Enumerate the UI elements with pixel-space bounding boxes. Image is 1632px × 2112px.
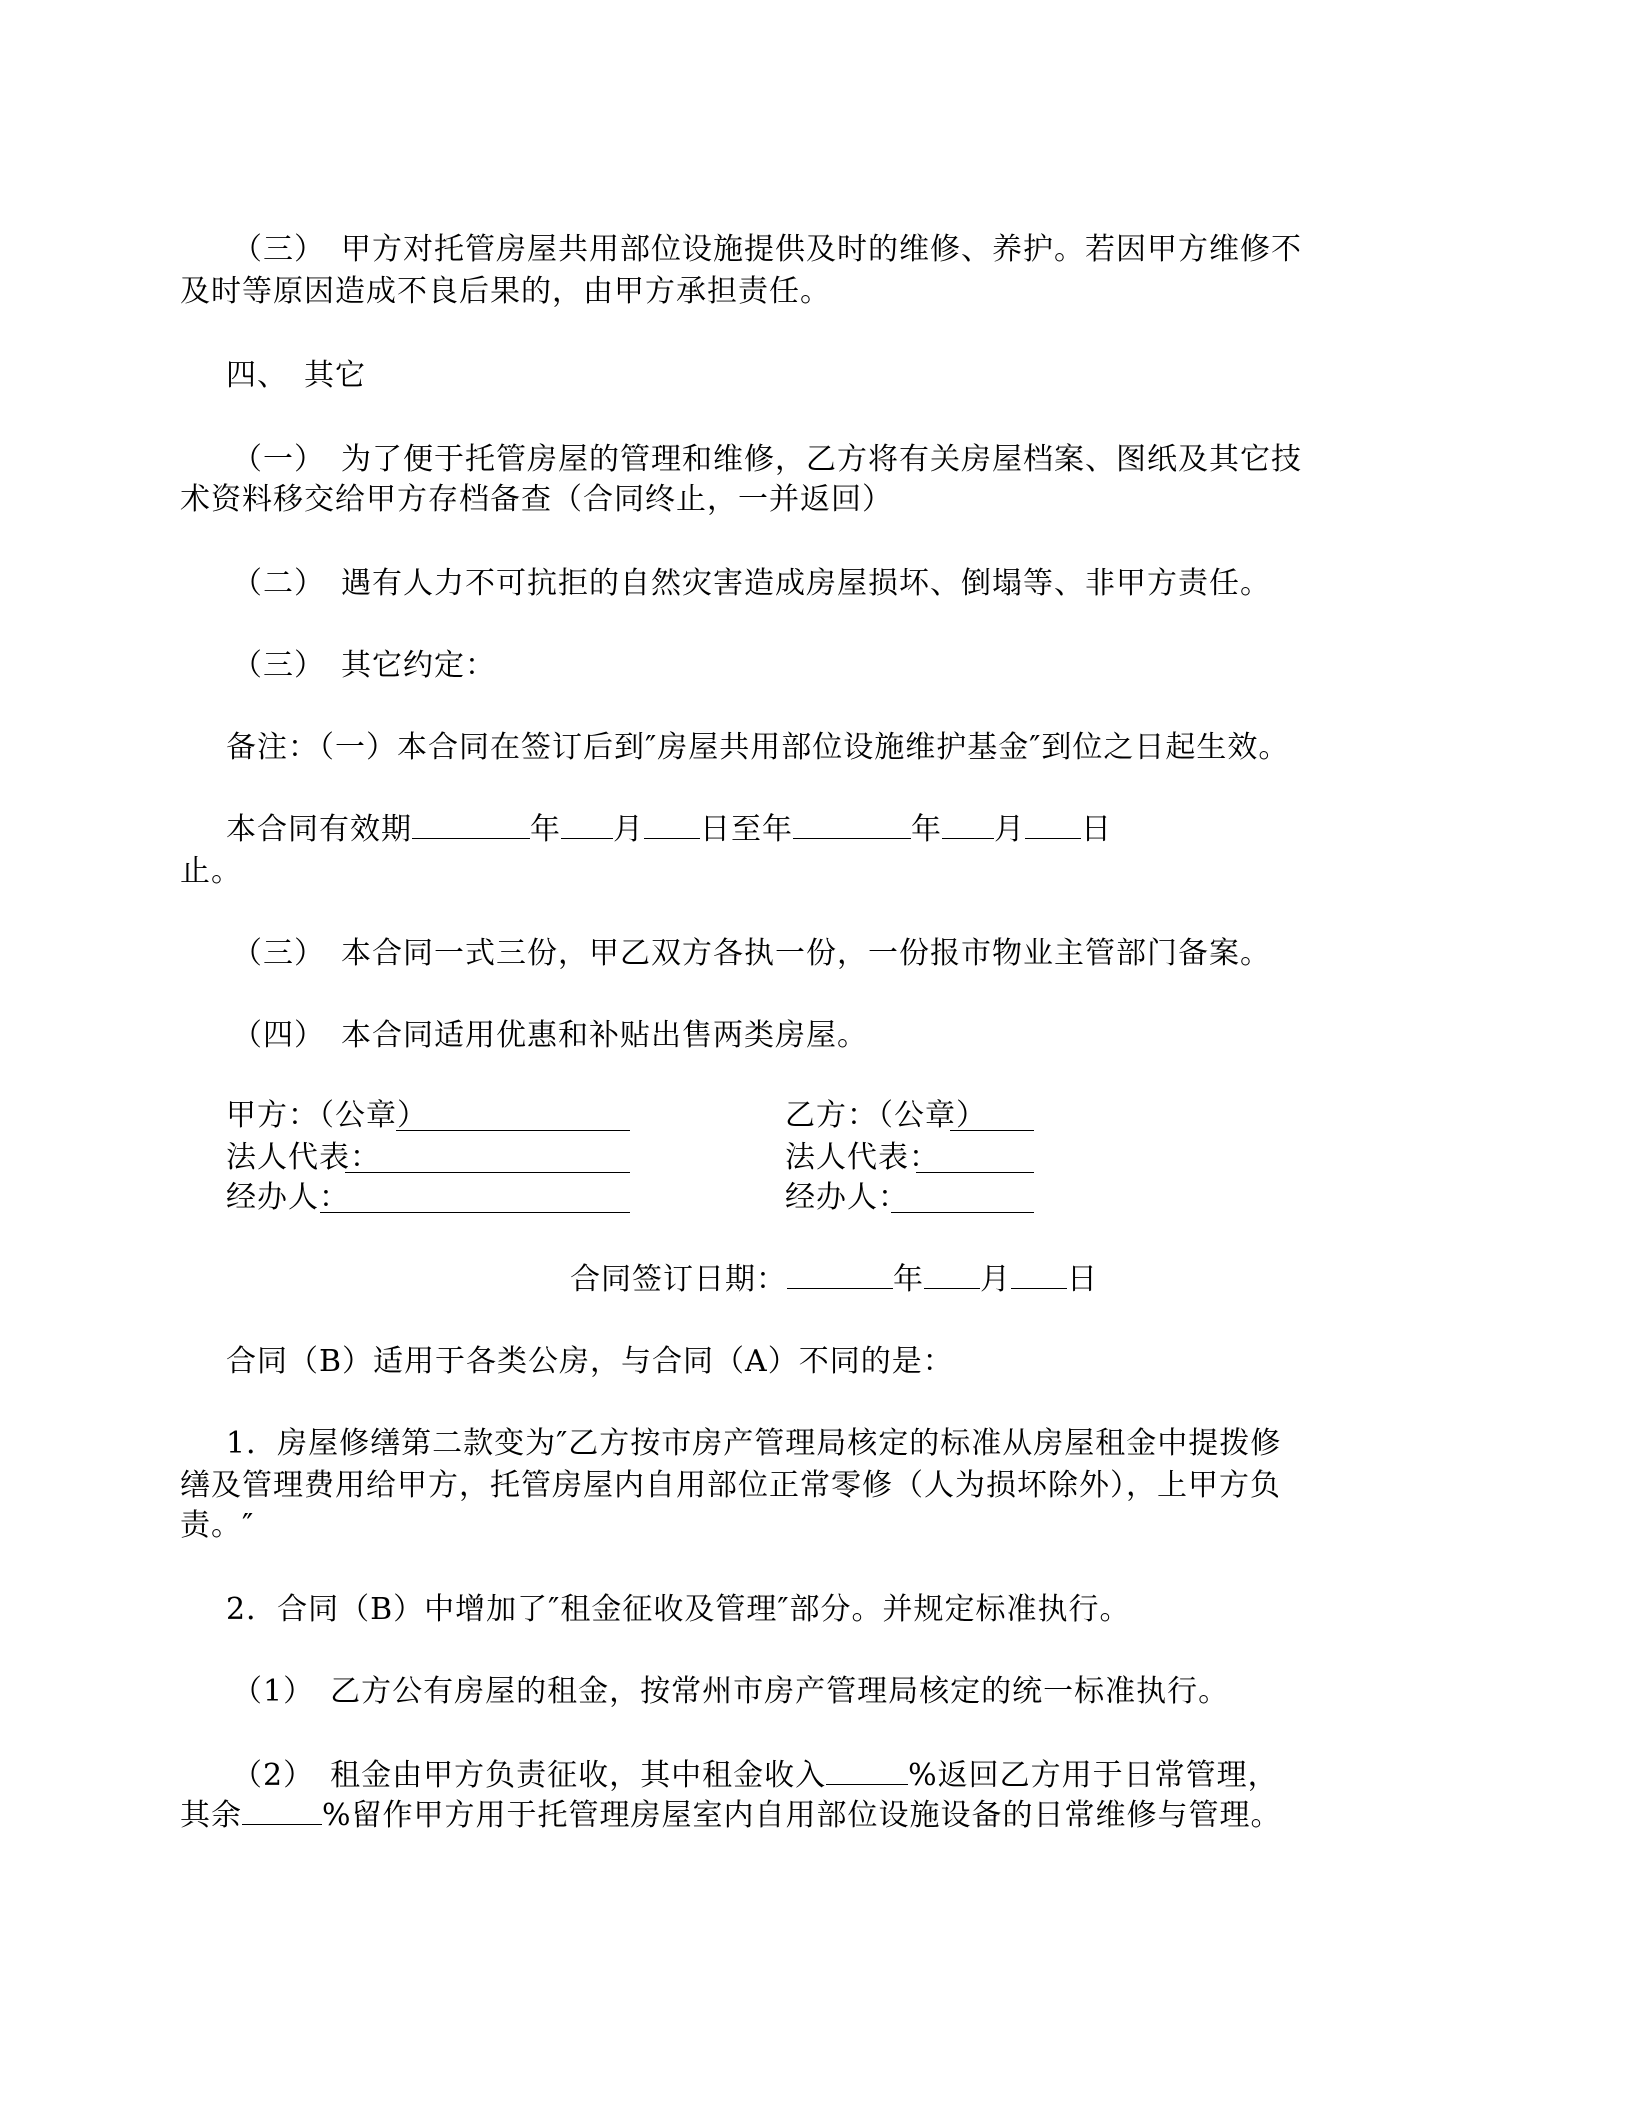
rent-retain-percent-blank[interactable] bbox=[242, 1796, 322, 1825]
sign-month-blank[interactable] bbox=[924, 1260, 980, 1289]
b1-line1: 1．房屋修缮第二款变为″乙方按市房产管理局核定的标准从房屋租金中提拨修 bbox=[226, 1426, 1282, 1461]
contract-b-intro: 合同（B）适用于各类公房，与合同（A）不同的是： bbox=[226, 1344, 954, 1379]
start-year-blank[interactable] bbox=[412, 810, 530, 839]
rent-2-line2-suffix: %留作甲方用于托管理房屋室内自用部位设施设备的日常维修与管理。 bbox=[322, 1798, 1282, 1833]
validity-year-label: 年 bbox=[530, 812, 561, 847]
sign-year-label: 年 bbox=[893, 1262, 924, 1297]
end-year-blank[interactable] bbox=[793, 810, 911, 839]
item-1-line1: （一） 为了便于托管房屋的管理和维修，乙方将有关房屋档案、图纸及其它技 bbox=[232, 442, 1302, 477]
sign-day-blank[interactable] bbox=[1011, 1260, 1067, 1289]
note-1: 备注：（一）本合同在签订后到″房屋共用部位设施维护基金″到位之日起生效。 bbox=[226, 730, 1290, 765]
sign-month-label: 月 bbox=[980, 1262, 1011, 1297]
note-3: （三） 本合同一式三份，甲乙双方各执一份，一份报市物业主管部门备案。 bbox=[232, 936, 1271, 971]
party-a-seal-line[interactable] bbox=[396, 1130, 630, 1131]
party-a-rep-label: 法人代表： bbox=[226, 1140, 381, 1175]
end-day-blank[interactable] bbox=[1025, 810, 1081, 839]
sign-date-label: 合同签订日期： bbox=[570, 1262, 787, 1297]
party-b-seal-label: 乙方：（公章） bbox=[785, 1098, 987, 1133]
sign-date-line bbox=[570, 1260, 1098, 1300]
rent-return-percent-blank[interactable] bbox=[826, 1756, 908, 1785]
b2: 2．合同（B）中增加了″租金征收及管理″部分。并规定标准执行。 bbox=[226, 1592, 1131, 1627]
item-1-line2: 术资料移交给甲方存档备查（合同终止，一并返回） bbox=[180, 482, 893, 517]
party-b-rep-label: 法人代表： bbox=[785, 1140, 940, 1175]
start-month-blank[interactable] bbox=[561, 810, 613, 839]
party-b-rep-line[interactable] bbox=[916, 1172, 1034, 1173]
party-b-seal-line[interactable] bbox=[950, 1130, 1034, 1131]
rent-2-line2-prefix: 其余 bbox=[180, 1798, 242, 1833]
rent-2-line1-prefix: （2） 租金由甲方负责征收，其中租金收入 bbox=[232, 1758, 827, 1793]
validity-prefix: 本合同有效期 bbox=[226, 812, 412, 847]
party-a-agent-label: 经办人： bbox=[226, 1180, 350, 1215]
validity-day-to-year-label: 日至年 bbox=[700, 812, 793, 847]
b1-line3: 责。″ bbox=[180, 1508, 255, 1543]
end-month-blank[interactable] bbox=[942, 810, 994, 839]
party-a-seal-label: 甲方：（公章） bbox=[226, 1098, 428, 1133]
sign-day-label: 日 bbox=[1067, 1262, 1098, 1297]
clause-3-line2: 及时等原因造成不良后果的，由甲方承担责任。 bbox=[180, 274, 831, 309]
party-b-agent-label: 经办人： bbox=[785, 1180, 909, 1215]
rent-2-line1 bbox=[232, 1756, 1279, 1796]
clause-3-line1: （三） 甲方对托管房屋共用部位设施提供及时的维修、养护。若因甲方维修不 bbox=[232, 232, 1302, 267]
party-a-agent-line[interactable] bbox=[320, 1212, 630, 1213]
item-3: （三） 其它约定： bbox=[232, 648, 496, 683]
b1-line2: 缮及管理费用给甲方，托管房屋内自用部位正常零修（人为损坏除外），上甲方负 bbox=[180, 1468, 1281, 1503]
validity-end: 止。 bbox=[180, 854, 242, 889]
validity-year2-label: 年 bbox=[911, 812, 942, 847]
start-day-blank[interactable] bbox=[644, 810, 700, 839]
party-a-rep-line[interactable] bbox=[345, 1172, 630, 1173]
rent-2-line2 bbox=[180, 1796, 1282, 1836]
validity-day2-label: 日 bbox=[1081, 812, 1112, 847]
validity-line bbox=[226, 810, 1112, 850]
sign-year-blank[interactable] bbox=[787, 1260, 893, 1289]
rent-1: （1） 乙方公有房屋的租金，按常州市房产管理局核定的统一标准执行。 bbox=[232, 1674, 1230, 1709]
section-4-heading: 四、 其它 bbox=[226, 358, 366, 393]
validity-month-label: 月 bbox=[613, 812, 644, 847]
note-4: （四） 本合同适用优惠和补贴出售两类房屋。 bbox=[232, 1018, 868, 1053]
party-b-agent-line[interactable] bbox=[891, 1212, 1034, 1213]
rent-2-line1-suffix: %返回乙方用于日常管理， bbox=[908, 1758, 1279, 1793]
validity-month2-label: 月 bbox=[994, 812, 1025, 847]
item-2: （二） 遇有人力不可抗拒的自然灾害造成房屋损坏、倒塌等、非甲方责任。 bbox=[232, 566, 1271, 601]
